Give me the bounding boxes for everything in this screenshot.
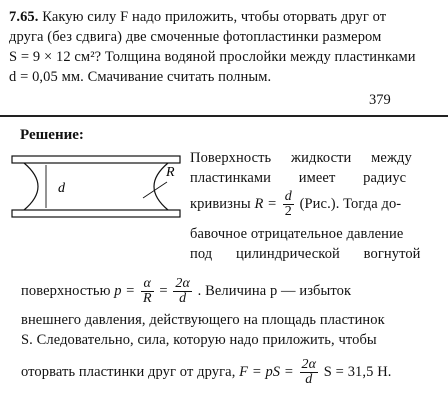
solution-line-7: внешнего давления, действующего на площадь пластинок	[21, 312, 385, 328]
radius-formula-lhs: R =	[254, 195, 278, 212]
divider	[0, 115, 448, 117]
solution-line-9-post: S = 31,5 Н.	[323, 363, 392, 380]
solution-line-3-pre: кривизны	[190, 195, 251, 212]
solution-line-2: пластинками имеет радиус	[190, 170, 407, 186]
label-R: R	[166, 165, 175, 180]
pressure-fraction-2	[173, 277, 192, 306]
force-fraction	[300, 358, 319, 387]
page-number: 379	[369, 92, 391, 108]
pressure-fraction-1	[141, 277, 154, 306]
solution-line-9-pre: оторвать пластинки друг от друга,	[21, 363, 236, 380]
force-fraction-denominator: d	[305, 372, 313, 387]
top-plate	[12, 156, 180, 163]
left-meniscus	[24, 163, 38, 210]
solution-line-5: под цилиндрической вогнутой	[190, 246, 421, 262]
solution-line-3-post: (Рис.). Тогда до-	[299, 195, 402, 212]
pressure-fraction-2-numerator: 2α	[175, 276, 190, 291]
label-d: d	[58, 181, 65, 196]
solution-line-8: S. Следовательно, сила, которую надо приложить, чтобы	[21, 332, 377, 348]
solution-line-4: бавочное отрицательное давление	[190, 226, 404, 242]
bottom-plate	[12, 210, 180, 217]
pressure-fraction-1-numerator: α	[141, 277, 154, 292]
solution-line-6	[21, 277, 351, 306]
radius-fraction	[283, 190, 294, 219]
problem-line-2: друга (без сдвига) две смоченные фотопластинки размером	[9, 29, 382, 45]
force-fraction-numerator: 2α	[301, 357, 317, 372]
problem-line-1	[9, 9, 386, 26]
problem-number: 7.65.	[9, 9, 39, 25]
pressure-fraction-1-denominator: R	[142, 291, 152, 306]
radius-fraction-denominator: 2	[284, 204, 292, 219]
solution-line-1: Поверхность жидкости между	[190, 150, 412, 166]
solution-line-9	[21, 358, 392, 387]
solution-heading: Решение:	[20, 127, 84, 143]
problem-text-1: Какую силу F надо приложить, чтобы оторвать друг от	[42, 9, 387, 25]
pressure-formula-lhs: p =	[114, 282, 136, 299]
force-formula-lhs: F = pS =	[239, 363, 294, 380]
radius-line	[143, 182, 167, 198]
solution-line-3	[190, 190, 401, 219]
problem-line-4: d = 0,05 мм. Смачивание считать полным.	[9, 69, 272, 85]
meniscus-figure	[10, 152, 182, 222]
pressure-formula-equals: =	[159, 282, 168, 299]
problem-line-3: S = 9 × 12 см²? Толщина водяной прослойки между пластинками	[9, 49, 416, 65]
radius-fraction-numerator: d	[284, 189, 292, 204]
pressure-fraction-2-denominator: d	[179, 291, 187, 306]
solution-line-6-post: . Величина p — избыток	[197, 282, 352, 299]
solution-line-6-pre: поверхностью	[21, 282, 111, 299]
